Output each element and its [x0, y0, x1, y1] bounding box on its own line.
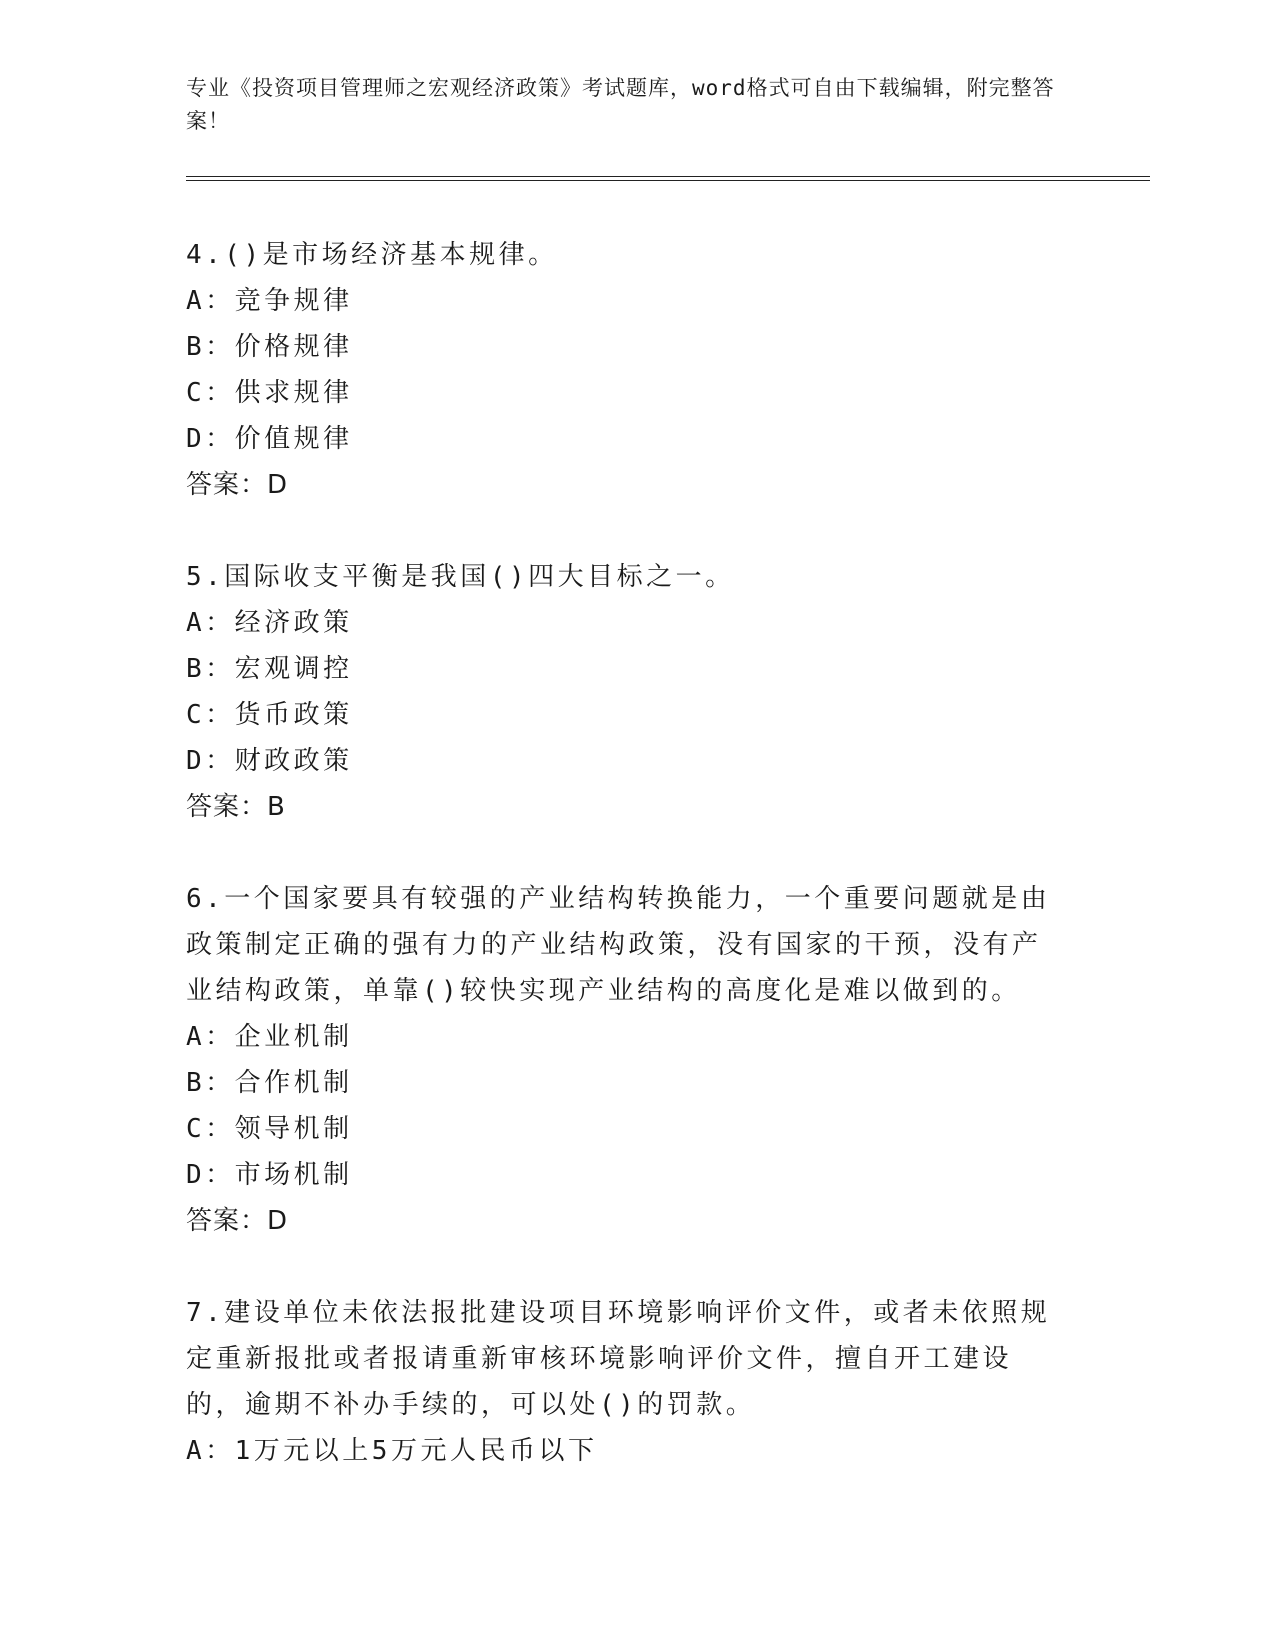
option-b: B：宏观调控: [186, 654, 353, 684]
question-list: [186, 232, 1066, 1520]
question-stem: 7.建设单位未依法报批建设项目环境影响评价文件，或者未依照规定重新报批或者报请重新审核环境影响评价文件，擅自开工建设的，逾期不补办手续的，可以处()的罚款。: [186, 1298, 1051, 1420]
option-a: A：1万元以上5万元人民币以下: [186, 1436, 598, 1466]
option-c: C：供求规律: [186, 378, 353, 408]
option-a: A：企业机制: [186, 1022, 353, 1052]
answer-line: 答案：D: [186, 1206, 289, 1236]
question-stem: 5.国际收支平衡是我国()四大目标之一。: [186, 562, 735, 592]
question-7: [186, 1290, 1066, 1474]
option-c: C：货币政策: [186, 700, 353, 730]
question-6: [186, 876, 1066, 1244]
option-a: A：竞争规律: [186, 286, 353, 316]
question-stem: 6.一个国家要具有较强的产业结构转换能力，一个重要问题就是由政策制定正确的强有力的产业结构政策，没有国家的干预，没有产业结构政策，单靠()较快实现产业结构的高度化是难以做到的。: [186, 884, 1051, 1006]
option-a: A：经济政策: [186, 608, 353, 638]
option-c: C：领导机制: [186, 1114, 353, 1144]
page-header: 专业《投资项目管理师之宏观经济政策》考试题库，word格式可自由下载编辑，附完整答案！: [186, 76, 1055, 133]
answer-line: 答案：D: [186, 470, 289, 500]
header-double-rule: [186, 176, 1150, 181]
question-5: [186, 554, 1066, 830]
option-d: D：财政政策: [186, 746, 353, 776]
option-b: B：价格规律: [186, 332, 353, 362]
question-4: [186, 232, 1066, 508]
option-d: D：市场机制: [186, 1160, 353, 1190]
option-d: D：价值规律: [186, 424, 353, 454]
answer-line: 答案：B: [186, 792, 286, 822]
option-b: B：合作机制: [186, 1068, 353, 1098]
question-stem: 4.()是市场经济基本规律。: [186, 240, 558, 270]
